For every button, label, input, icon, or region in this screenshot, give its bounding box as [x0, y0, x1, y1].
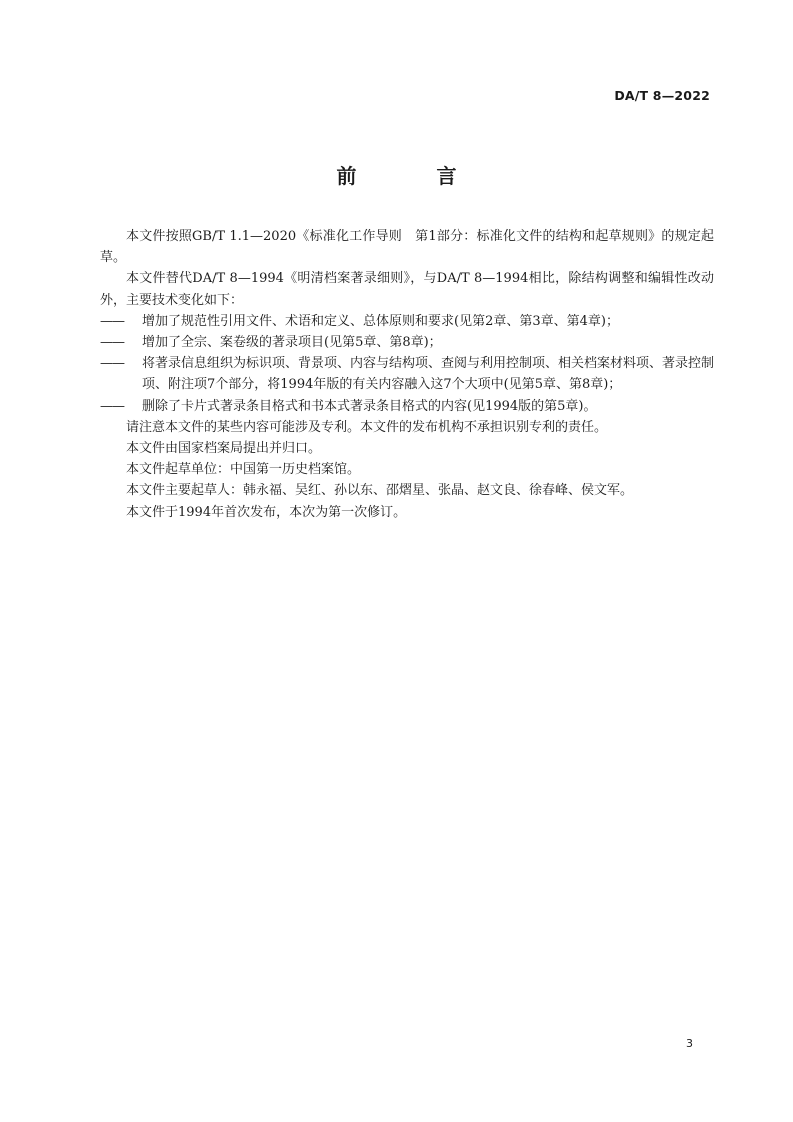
- paragraph-proposer: 本文件由国家档案局提出并归口。: [126, 441, 322, 457]
- document-code: DA/T 8—2022: [614, 88, 710, 103]
- dash-bullet: ——: [100, 335, 124, 351]
- paragraph-patent-notice: 请注意本文件的某些内容可能涉及专利。本文件的发布机构不承担识别专利的责任。: [126, 419, 608, 435]
- dash-bullet: ——: [100, 398, 124, 414]
- change-item-text: 删除了卡片式著录条目格式和书本式著录条目格式的内容(见1994版的第5章)。: [142, 398, 597, 414]
- page-number: 3: [686, 1037, 693, 1050]
- change-item: [100, 353, 714, 395]
- change-item: [100, 396, 714, 417]
- paragraph-history: 本文件于1994年首次发布，本次为第一次修订。: [126, 504, 407, 520]
- change-item-text: 将著录信息组织为标识项、背景项、内容与结构项、查阅与利用控制项、相关档案材料项、著录控制项、附注项7个部分，将1994年版的有关内容融入这7个大项中(见第5章、第8章)；: [142, 356, 715, 393]
- change-item: [100, 311, 714, 332]
- paragraph-drafting-unit: 本文件起草单位：中国第一历史档案馆。: [126, 462, 361, 478]
- change-item-text: 增加了规范性引用文件、术语和定义、总体原则和要求(见第2章、第3章、第4章)；: [142, 313, 619, 329]
- paragraph-replacement: 本文件替代DA/T 8—1994《明清档案著录细则》，与DA/T 8—1994相比，除结构调整和编辑性改动外，主要技术变化如下：: [100, 271, 714, 308]
- foreword-body: [100, 226, 714, 523]
- paragraph-drafting-rules: 本文件按照GB/T 1.1—2020《标准化工作导则 第1部分：标准化文件的结构和起草规则》的规定起草。: [100, 229, 714, 266]
- page-title: 前 言: [336, 164, 487, 188]
- dash-bullet: ——: [100, 356, 124, 372]
- change-item-text: 增加了全宗、案卷级的著录项目(见第5章、第8章)；: [142, 335, 442, 351]
- dash-bullet: ——: [100, 313, 124, 329]
- paragraph-drafters: 本文件主要起草人：韩永福、吴红、孙以东、邵熠星、张晶、赵文良、徐春峰、侯文军。: [126, 483, 634, 499]
- change-item: [100, 332, 714, 353]
